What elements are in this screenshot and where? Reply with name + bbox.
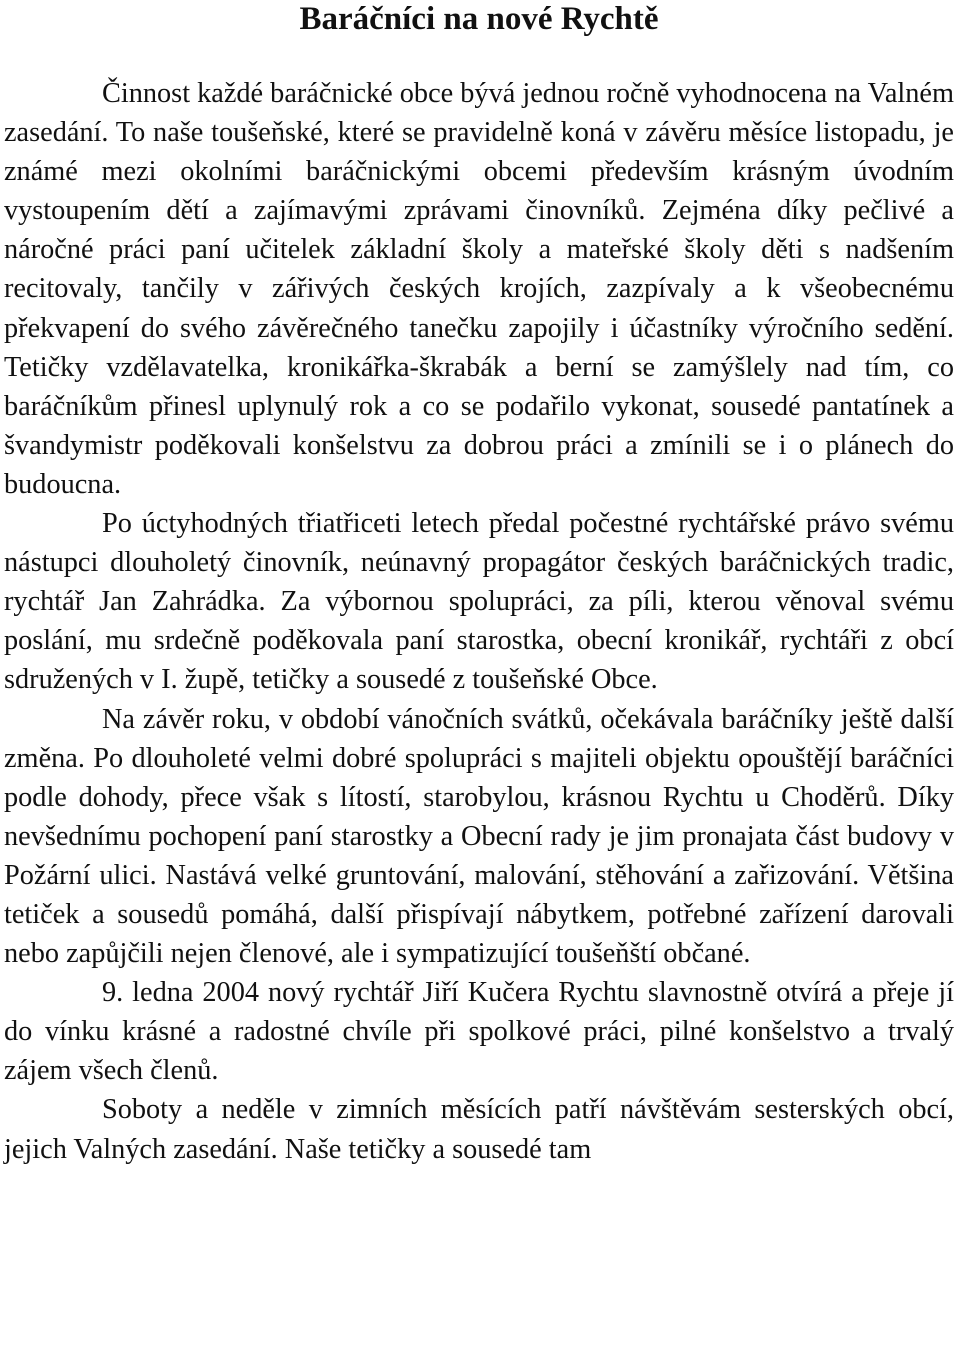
- paragraph-opening: 9. ledna 2004 nový rychtář Jiří Kučera Rychtu slavnostně otvírá a přeje jí do vínku krásné a radostné chvíle při spolkové práci, pilné konšelstvo a trvalý zájem všech členů.: [4, 977, 954, 1087]
- document-title: Baráčníci na nové Rychtě: [299, 1, 659, 37]
- paragraph-relocation: Na závěr roku, v období vánočních svátků, očekávala baráčníky ještě další změna. Po dlouholeté velmi dobré spolupráci s majiteli objektu opouštějí baráčníci podle dohody, přece však s lítostí, starobylou, krásnou Rychtu u Choděrů. Díky nevšednímu pochopení paní starostky a Obecní rady je jim pronajata část budovy v Požární ulici. Nastává velké gruntování, malování, stěhování a zařizování. Většina tetiček a sousedů pomáhá, další přispívají nábytkem, potřebné zařízení darovali nebo zapůjčili nejen členové, ale i sympatizující toušeňští občané.: [4, 703, 954, 970]
- paragraph-annual-meeting: Činnost každé baráčnické obce bývá jednou ročně vyhodnocena na Valném zasedání. To naše toušeňské, které se pravidelně koná v závěru měsíce listopadu, je známé mezi okolními baráčnickými obcemi především krásným úvodním vystoupením dětí a zajímavými zprávami činovníků. Zejména díky pečlivé a náročné práci paní učitelek základní školy a mateřské školy děti s nadšením recitovaly, tančily v zářivých českých krojích, zazpívaly a k všeobecnému překvapení do svého závěrečného tanečku zapojily i účastníky výročního sedění. Tetičky vzdělavatelka, kronikářka-škrabák a berní se zamýšlely nad tím, co baráčníkům přinesl uplynulý rok a co se podařilo vykonat, sousedé pantatínek a švandymistr poděkovali konšelstvu za dobrou práci a zmínili se i o plánech do budoucna.: [4, 78, 955, 500]
- article-body: [4, 74, 954, 1169]
- paragraph-winter-visits: Soboty a neděle v zimních měsících patří návštěvám sesterských obcí, jejich Valných zasedání. Naše tetičky a sousedé tam: [4, 1094, 954, 1165]
- paragraph-mayor-handover: Po úctyhodných třiatřiceti letech předal počestné rychtářské právo svému nástupci dlouholetý činovník, neúnavný propagátor českých baráčnických tradic, rychtář Jan Zahrádka. Za výbornou spolupráci, za píli, kterou věnoval svému poslání, mu srdečně poděkovala paní starostka, obecní kronikář, rychtáři z obcí sdružených v I. župě, tetičky a sousedé z toušeňské Obce.: [4, 508, 954, 696]
